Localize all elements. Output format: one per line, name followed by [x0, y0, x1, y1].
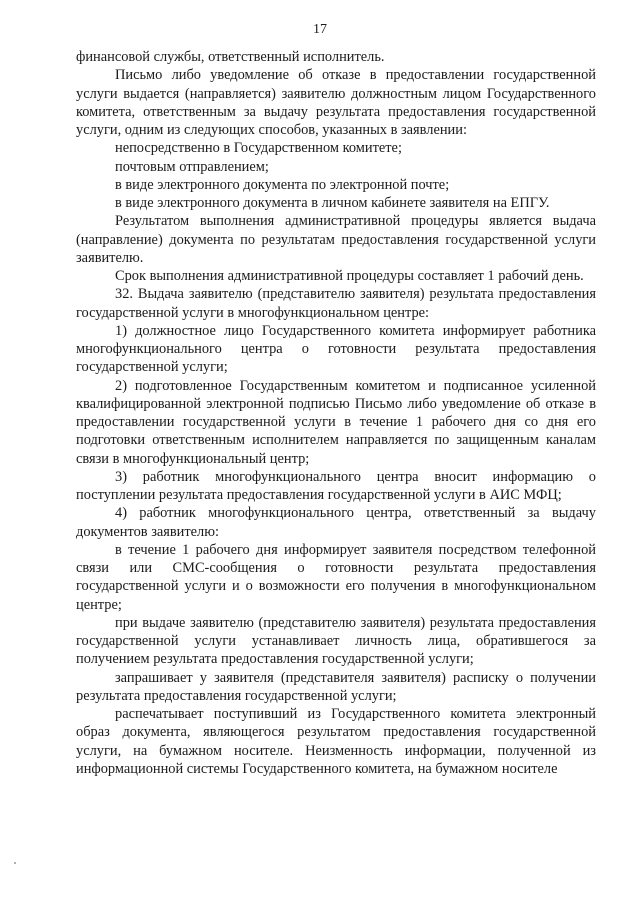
- paragraph-p5: в виде электронного документа в личном кабинете заявителя на ЕПГУ.: [115, 195, 550, 211]
- page-number: 17: [313, 22, 327, 37]
- paragraph-p11: 3) работник многофункционального центра вносит информацию о поступлении результата предоставления государственной услуги в АИС МФЦ;: [76, 468, 596, 503]
- document-body: [76, 48, 596, 778]
- paragraph-p9: 1) должностное лицо Государственного комитета информирует работника многофункционального центра о готовности результата предоставления государственной услуги;: [76, 322, 596, 376]
- scan-artifact: [14, 862, 16, 864]
- paragraph-p4: в виде электронного документа по электронной почте;: [115, 176, 450, 193]
- paragraph-p14: при выдаче заявителю (представителю заявителя) результата предоставления государственной услуги устанавливает личность лица, обратившегося за получением результата предоставления государственной услуги;: [76, 614, 596, 668]
- paragraph-p15: запрашивает у заявителя (представителя заявителя) расписку о получении результата предоставления государственной услуги;: [76, 669, 596, 704]
- paragraph-p10: 2) подготовленное Государственным комитетом и подписанное усиленной квалифицированной электронной подписью Письмо либо уведомление об отказе в предоставлении государственной услуги в течение 1 рабочего дня со дня его подготовки ответственным исполнителем направляется по защищенным каналам связи в многофункциональный центр;: [76, 377, 596, 467]
- paragraph-p12: 4) работник многофункционального центра, ответственный за выдачу документов заявителю:: [76, 505, 596, 540]
- paragraph-p6: Результатом выполнения административной процедуры является выдача (направление) документа по результатам предоставления государственной услуги заявителю.: [76, 213, 596, 266]
- paragraph-p3: почтовым отправлением;: [115, 158, 269, 175]
- paragraph-p16: распечатывает поступивший из Государственного комитета электронный образ документа, являющегося результатом предоставления государственной услуги, на бумажном носителе. Неизменность информации, полученной из информационной системы Государственного комитета, на бумажном носителе: [76, 706, 596, 777]
- paragraph-p13: в течение 1 рабочего дня информирует заявителя посредством телефонной связи или СМС-сообщения о готовности результата предоставления государственной услуги и о возможности его получения в многофункциональном центре;: [76, 541, 596, 613]
- paragraph-p8: 32. Выдача заявителю (представителю заявителя) результата предоставления государственной услуги в многофункциональном центре:: [76, 286, 596, 321]
- paragraph-p2: непосредственно в Государственном комитете;: [115, 140, 402, 157]
- paragraph-p1: Письмо либо уведомление об отказе в предоставлении государственной услуги выдается (направляется) заявителю должностным лицом Государственного комитета, ответственным за выдачу результата предоставления государственной услуги, одним из следующих способов, указанных в заявлении:: [76, 67, 596, 138]
- paragraph-p0: финансовой службы, ответственный исполнитель.: [76, 49, 385, 65]
- paragraph-p7: Срок выполнения административной процедуры составляет 1 рабочий день.: [115, 268, 584, 284]
